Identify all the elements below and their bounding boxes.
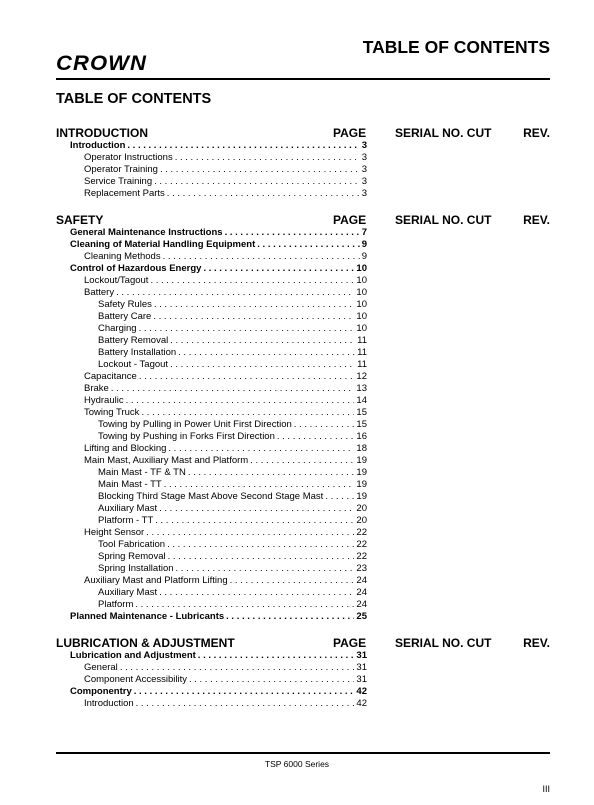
- dot-leader: [250, 455, 354, 467]
- toc-entry[interactable]: [84, 443, 367, 455]
- toc-entry-title: Spring Installation: [98, 563, 174, 574]
- toc-entry-page: 10: [356, 299, 367, 310]
- toc-entry-title: Main Mast - TF & TN: [98, 467, 186, 478]
- toc-entry-page: 14: [356, 395, 367, 406]
- page-number: III: [542, 784, 550, 794]
- dot-leader: [178, 347, 355, 359]
- toc-entry-title: Spring Removal: [98, 551, 166, 562]
- logo-text: CROWN: [56, 52, 147, 75]
- toc-entry[interactable]: [98, 491, 367, 503]
- toc-entry[interactable]: [98, 347, 367, 359]
- toc-entry-page: 10: [356, 263, 367, 274]
- toc-entry-page: 3: [361, 140, 367, 151]
- toc-entry-title: Cleaning Methods: [84, 251, 161, 262]
- toc-entry[interactable]: [84, 176, 367, 188]
- toc-entry-page: 10: [356, 287, 367, 298]
- dot-leader: [198, 650, 355, 662]
- toc-entry[interactable]: [98, 503, 367, 515]
- toc-entry[interactable]: [98, 551, 367, 563]
- toc-entry-title: Blocking Third Stage Mast Above Second Stage Mast: [98, 491, 324, 502]
- page-title: TABLE OF CONTENTS: [56, 91, 212, 107]
- dot-leader: [146, 527, 354, 539]
- dot-leader: [135, 599, 354, 611]
- dot-leader: [120, 662, 355, 674]
- toc-entry-page: 9: [361, 239, 367, 250]
- toc-entry[interactable]: [98, 563, 367, 575]
- dot-leader: [277, 431, 355, 443]
- toc-entry[interactable]: [84, 251, 367, 263]
- dot-leader: [160, 164, 360, 176]
- toc-entry-page: 18: [356, 443, 367, 454]
- toc-entry-page: 31: [356, 674, 367, 685]
- toc-entry[interactable]: [98, 431, 367, 443]
- toc-entry-page: 11: [357, 347, 367, 358]
- toc-entry-page: 13: [356, 383, 367, 394]
- toc-entry-page: 31: [356, 662, 367, 673]
- toc-entry-page: 22: [356, 539, 367, 550]
- toc-entry-page: 42: [356, 698, 367, 709]
- dot-leader: [164, 479, 355, 491]
- dot-leader: [127, 140, 359, 152]
- toc-entry[interactable]: [98, 419, 367, 431]
- toc-entry-page: 22: [356, 527, 367, 538]
- toc-entry-title: Platform: [98, 599, 134, 610]
- footer-series: TSP 6000 Series: [264, 759, 330, 769]
- dot-leader: [154, 299, 355, 311]
- toc-entry[interactable]: [98, 479, 367, 491]
- dot-leader: [189, 674, 354, 686]
- serial-column-header: SERIAL NO. CUT: [395, 213, 492, 227]
- dot-leader: [325, 491, 354, 503]
- section-header: [56, 213, 550, 228]
- dot-leader: [134, 686, 355, 698]
- dot-leader: [150, 275, 354, 287]
- toc-entry-title: Battery: [84, 287, 115, 298]
- header-rule: [56, 78, 550, 80]
- dot-leader: [136, 698, 355, 710]
- dot-leader: [141, 407, 354, 419]
- dot-leader: [226, 611, 354, 623]
- toc-entry-title: Auxiliary Mast: [98, 503, 158, 514]
- toc-entry[interactable]: [70, 686, 367, 698]
- toc-entry-page: 3: [361, 164, 367, 175]
- toc-entry-title: General: [84, 662, 118, 673]
- dot-leader: [188, 467, 355, 479]
- dot-leader: [154, 176, 360, 188]
- toc-entry[interactable]: [98, 599, 367, 611]
- section-header: [56, 126, 550, 141]
- toc-entry-title: Introduction: [70, 140, 126, 151]
- toc-entry-title: Planned Maintenance - Lubricants: [70, 611, 225, 622]
- toc-entry-title: Battery Removal: [98, 335, 169, 346]
- toc-entry-title: Cleaning of Material Handling Equipment: [70, 239, 256, 250]
- toc-entry-page: 7: [361, 227, 367, 238]
- toc-entry[interactable]: [84, 152, 367, 164]
- toc-entry-title: Operator Training: [84, 164, 158, 175]
- toc-entry-page: 3: [361, 176, 367, 187]
- toc-entry-page: 19: [356, 455, 367, 466]
- toc-entry-title: Component Accessibility: [84, 674, 187, 685]
- toc-entry-page: 16: [356, 431, 367, 442]
- toc-entry[interactable]: [70, 611, 367, 623]
- serial-column-header: SERIAL NO. CUT: [395, 636, 492, 650]
- toc-entry-page: 24: [356, 599, 367, 610]
- dot-leader: [111, 383, 355, 395]
- toc-entry[interactable]: [84, 698, 367, 710]
- toc-entry-title: Battery Care: [98, 311, 152, 322]
- toc-entry-page: 11: [357, 335, 367, 346]
- dot-leader: [153, 311, 354, 323]
- toc-entry-title: Introduction: [84, 698, 134, 709]
- dot-leader: [167, 188, 360, 200]
- toc-entry[interactable]: [98, 515, 367, 527]
- toc-entry-title: Tool Fabrication: [98, 539, 166, 550]
- toc-entry-page: 20: [356, 503, 367, 514]
- toc-entry-title: Lifting and Blocking: [84, 443, 167, 454]
- section-title: SAFETY: [56, 213, 104, 227]
- toc-entry[interactable]: [84, 188, 367, 200]
- dot-leader: [126, 395, 355, 407]
- toc-entry-page: 25: [356, 611, 367, 622]
- toc-entry[interactable]: [84, 395, 367, 407]
- toc-entry[interactable]: [70, 263, 367, 275]
- dot-leader: [159, 587, 354, 599]
- toc-entry-title: Brake: [84, 383, 109, 394]
- toc-entry-page: 3: [361, 188, 367, 199]
- toc-entry[interactable]: [84, 527, 367, 539]
- dot-leader: [163, 251, 360, 263]
- toc-entry-page: 24: [356, 587, 367, 598]
- toc-entry-title: Capacitance: [84, 371, 137, 382]
- dot-leader: [203, 263, 354, 275]
- dot-leader: [230, 575, 355, 587]
- toc-entry-page: 19: [356, 467, 367, 478]
- toc-entry-title: Lockout - Tagout: [98, 359, 169, 370]
- toc-entry-page: 10: [356, 323, 367, 334]
- section-title: INTRODUCTION: [56, 126, 148, 140]
- toc-entry-title: Charging: [98, 323, 137, 334]
- page-column-header: PAGE: [333, 213, 367, 227]
- toc-entry-title: Service Training: [84, 176, 153, 187]
- toc-entry-title: Auxiliary Mast and Platform Lifting: [84, 575, 228, 586]
- toc-entry-title: Operator Instructions: [84, 152, 173, 163]
- dot-leader: [167, 539, 354, 551]
- toc-entry[interactable]: [70, 239, 367, 251]
- toc-entry-page: 22: [356, 551, 367, 562]
- dot-leader: [170, 359, 355, 371]
- toc-entry[interactable]: [98, 335, 367, 347]
- toc-entry-title: Componentry: [70, 686, 132, 697]
- toc-entry-page: 15: [356, 407, 367, 418]
- toc-entry-page: 31: [356, 650, 367, 661]
- dot-leader: [170, 335, 355, 347]
- toc-entry-page: 10: [356, 275, 367, 286]
- page-column-header: PAGE: [333, 636, 367, 650]
- toc-entry[interactable]: [98, 359, 367, 371]
- toc-entry[interactable]: [84, 275, 367, 287]
- toc-entry-page: 19: [356, 479, 367, 490]
- section-title: LUBRICATION & ADJUSTMENT: [56, 636, 235, 650]
- toc-entry-page: 9: [361, 251, 367, 262]
- dot-leader: [139, 323, 355, 335]
- toc-entry-title: Towing by Pulling in Power Unit First Direction: [98, 419, 292, 430]
- toc-entry[interactable]: [84, 164, 367, 176]
- dot-leader: [175, 152, 360, 164]
- toc-entry[interactable]: [84, 674, 367, 686]
- toc-entry[interactable]: [84, 455, 367, 467]
- toc-entry-page: 12: [356, 371, 367, 382]
- toc-entry-title: Towing Truck: [84, 407, 140, 418]
- dot-leader: [139, 371, 355, 383]
- toc-entry[interactable]: [98, 299, 367, 311]
- serial-column-header: SERIAL NO. CUT: [395, 126, 492, 140]
- toc-entry-page: 10: [356, 311, 367, 322]
- toc-entry[interactable]: [84, 371, 367, 383]
- dot-leader: [168, 443, 354, 455]
- toc-entry-title: Replacement Parts: [84, 188, 165, 199]
- toc-entry-page: 42: [356, 686, 367, 697]
- rev-column-header: REV.: [523, 126, 550, 140]
- toc-entry-title: Control of Hazardous Energy: [70, 263, 202, 274]
- toc-entry-title: Battery Installation: [98, 347, 177, 358]
- toc-entry[interactable]: [84, 287, 367, 299]
- dot-leader: [294, 419, 355, 431]
- toc-entry-title: Towing by Pushing in Forks First Direction: [98, 431, 275, 442]
- dot-leader: [159, 503, 354, 515]
- dot-leader: [257, 239, 359, 251]
- toc-entry-title: Main Mast - TT: [98, 479, 162, 490]
- toc-entry[interactable]: [84, 407, 367, 419]
- toc-entry[interactable]: [98, 539, 367, 551]
- toc-entry-title: Lockout/Tagout: [84, 275, 149, 286]
- toc-entry-page: 23: [356, 563, 367, 574]
- header-title: TABLE OF CONTENTS: [362, 37, 550, 57]
- toc-entry-page: 24: [356, 575, 367, 586]
- rev-column-header: REV.: [523, 213, 550, 227]
- toc-entry[interactable]: [98, 467, 367, 479]
- toc-entry-title: Lubrication and Adjustment: [70, 650, 196, 661]
- toc-entry-title: Height Sensor: [84, 527, 145, 538]
- toc-entry-title: Platform - TT: [98, 515, 154, 526]
- rev-column-header: REV.: [523, 636, 550, 650]
- section-header: [56, 636, 550, 651]
- toc-entry-title: Safety Rules: [98, 299, 152, 310]
- page-column-header: PAGE: [333, 126, 367, 140]
- toc-entry[interactable]: [98, 587, 367, 599]
- dot-leader: [168, 551, 355, 563]
- footer-rule: [56, 752, 550, 754]
- toc-entry-page: 20: [356, 515, 367, 526]
- toc-entry[interactable]: [70, 650, 367, 662]
- toc-entry-title: Hydraulic: [84, 395, 124, 406]
- toc-entry-page: 11: [357, 359, 367, 370]
- toc-entry-title: General Maintenance Instructions: [70, 227, 223, 238]
- dot-leader: [155, 515, 354, 527]
- toc-entry-page: 19: [356, 491, 367, 502]
- toc-entry[interactable]: [70, 227, 367, 239]
- toc-entry-title: Auxiliary Mast: [98, 587, 158, 598]
- dot-leader: [116, 287, 354, 299]
- toc-entry[interactable]: [84, 575, 367, 587]
- toc-entry-title: Main Mast, Auxiliary Mast and Platform: [84, 455, 249, 466]
- toc-entry[interactable]: [84, 383, 367, 395]
- toc-entry[interactable]: [70, 140, 367, 152]
- toc-entry[interactable]: [84, 662, 367, 674]
- dot-leader: [176, 563, 355, 575]
- toc-entry-page: 15: [356, 419, 367, 430]
- toc-entry-page: 3: [361, 152, 367, 163]
- toc-entry[interactable]: [98, 311, 367, 323]
- toc-entry[interactable]: [98, 323, 367, 335]
- dot-leader: [225, 227, 360, 239]
